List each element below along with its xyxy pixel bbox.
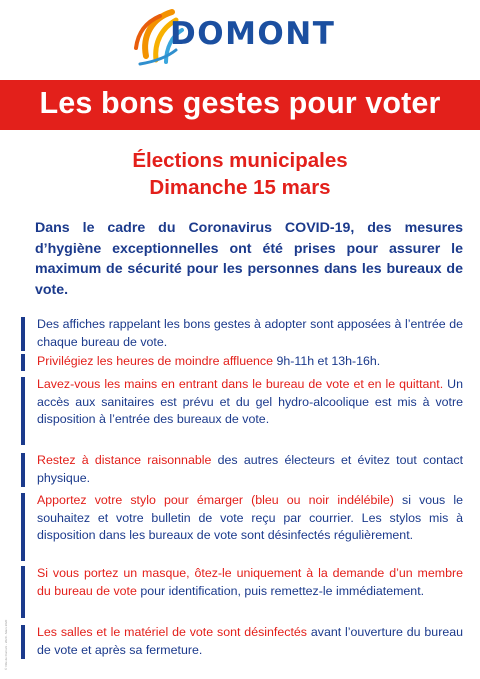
item-bar	[21, 377, 25, 445]
item-text: avant l’ouverture du bureau de vote et après sa fermeture.	[37, 625, 463, 657]
subtitle-elections: Élections municipales	[132, 149, 348, 172]
list-item	[37, 452, 463, 487]
list-item	[37, 492, 463, 545]
item-text: des autres électeurs et évitez tout contact physique.	[37, 453, 464, 485]
item-highlight: Apportez votre stylo pour émarger (bleu ou noir indélébile)	[37, 493, 394, 507]
subtitle-date: Dimanche 15 mars	[149, 176, 331, 199]
list-item	[37, 353, 463, 371]
item-highlight: Restez à distance raisonnable	[37, 453, 212, 467]
item-highlight: Si vous portez un masque, ôtez-le uniquement à la demande d’un membre du bureau de vote	[37, 566, 463, 598]
item-highlight: Lavez-vous les mains en entrant dans le bureau de vote et en le quittant.	[37, 377, 444, 391]
item-bar	[21, 493, 25, 561]
vertical-credit: © Ville de Domont - 2020 - Mars 2020	[4, 619, 8, 670]
item-text: Des affiches rappelant les bons gestes à adopter sont apposées à l’entrée de chaque bureau de vote.	[37, 317, 463, 349]
item-bar	[21, 625, 25, 659]
page-title: Les bons gestes pour voter	[39, 86, 441, 120]
item-bar	[21, 566, 25, 618]
list-item	[37, 316, 463, 351]
item-highlight: Les salles et le matériel de vote sont désinfectés	[37, 625, 307, 639]
item-highlight: Privilégiez les heures de moindre affluence	[37, 354, 274, 368]
item-text: 9h-11h et 13h-16h.	[273, 354, 381, 368]
list-item	[37, 565, 463, 600]
item-bar	[21, 453, 25, 487]
item-text: si vous le souhaitez et votre bulletin de vote reçu par courrier. Les stylos mis à disposition dans les bureaux de vote sont désinfectés régulièrement.	[37, 493, 463, 543]
item-bar	[21, 317, 25, 351]
intro-paragraph: Dans le cadre du Coronavirus COVID-19, des mesures d’hygiène exceptionnelles ont été prises pour assurer le maximum de sécurité pour les personnes dans les bureaux de vote.	[35, 220, 463, 298]
item-text: Un accès aux sanitaires est prévu et du gel hydro-alcoolique est mis à votre disposition à l’entrée des bureaux de vote.	[37, 377, 463, 427]
item-bar	[21, 354, 25, 371]
item-text: pour identification, puis remettez-le immédiatement.	[136, 583, 425, 598]
list-item	[37, 624, 463, 659]
list-item	[37, 376, 463, 429]
logo-text: DOMONT	[170, 16, 336, 52]
